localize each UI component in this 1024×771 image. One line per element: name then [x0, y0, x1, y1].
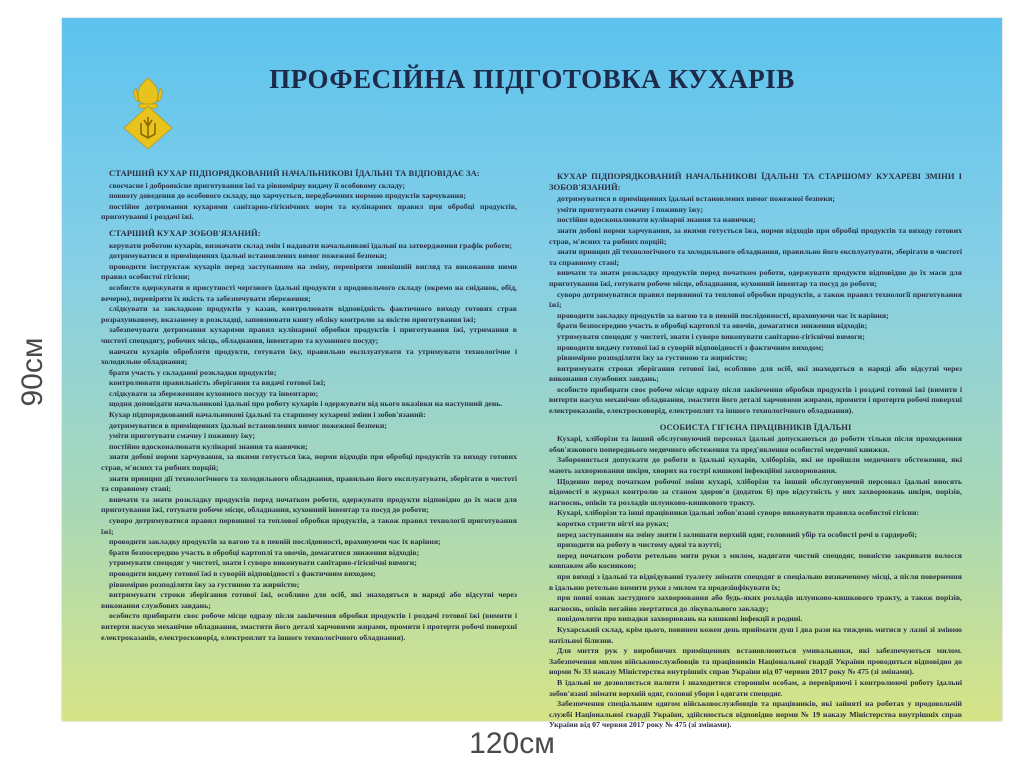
text-paragraph: знати добові норми харчування, за якими готується їжа, норми відходів при обробці продуктів та виходу готових страв, м'ясних та рибних порцій; — [549, 225, 962, 246]
text-paragraph: дотримуватися в приміщеннях їдальні встановлених вимог пожежної безпеки; — [109, 251, 387, 261]
text-paragraph: керувати роботою кухарів, визначати склад змін і надавати начальникові їдальні на затвердження графік роботи; — [109, 240, 512, 250]
left-column — [101, 168, 517, 643]
text-paragraph: уміти приготувати смачну і поживну їжу; — [557, 204, 704, 214]
text-paragraph: постійно вдосконалювати кулінарні знання та навички; — [557, 215, 756, 225]
text-paragraph: витримувати строки зберігання готової їжі, особливо для осіб, які знаходяться в наряді або відсутні через виконання службових завдань; — [101, 590, 517, 610]
text-paragraph: перед заступанням на зміну зняти і залишати верхній одяг, головний убір та особисті речі в гардеробі; — [557, 529, 917, 539]
text-paragraph: витримувати строки зберігання готової їжі, особливо для осіб, які знаходяться в наряді або відсутні через виконання службових завдань; — [549, 363, 962, 384]
section-heading: СТАРШИЙ КУХАР ЗОБОВ'ЯЗАНИЙ: — [109, 227, 261, 238]
text-paragraph: повноту доведення до особового складу, що харчується, передбачених нормою продуктів харчування; — [109, 191, 466, 201]
text-paragraph: дотримуватися в приміщеннях їдальні встановлених вимог пожежної безпеки; — [557, 194, 835, 204]
text-paragraph: вивчати та знати розкладку продуктів перед початком роботи, одержувати продукти відповідно до їх маси для приготування їжі, готувати робоче місце, обладнання, кухонний інвентар та посуд до роботи; — [101, 494, 517, 515]
text-paragraph: Для миття рук у виробничих приміщеннях встановлюються умивальники, які забезпечуються милом. Забезпечення милом військовослужбовців та працівників Національної гвардії України проводиться відповідно до норми № 33 наказу Міністерства внутрішніх справ України від 07 червня 2017 року № 475 (зі змінами). — [549, 646, 962, 677]
text-paragraph: Щоденно перед початком робочої зміни кухарі, хліборізи та інший обслуговуючий персонал їдальні вносять відомості в журнал контролю за станом здоров'я (додаток 6) про відсутність у них захворювань шкіри, порізів, нагноєнь, опіків та розладів шлунково-кишкового тракту. — [549, 476, 962, 507]
text-paragraph: проводити інструктаж кухарів перед заступанням на зміну, перевіряти зовнішній вигляд та виконання ними правил особистої гігієни; — [101, 261, 517, 282]
text-paragraph: Забезпечення спеціальним одягом військовослужбовців та працівників, які зайняті на роботах у продовольчій службі Національної гвардії України, здійснюється відповідно норми № 19 наказу Міністерства внутрішніх справ України від 07 червня 2017 року № 475 (зі змінами). — [549, 699, 962, 730]
text-paragraph: приходити на роботу в чистому одязі та взутті; — [557, 540, 722, 550]
text-paragraph: при виході з їдальні та відвідуванні туалету знімати спецодяг в спеціально визначеному місці, а після повернення в їдальню ретельно вимити руки з милом та продезінфікувати їх; — [549, 571, 962, 592]
text-paragraph: брати участь у складанні розкладки продуктів; — [109, 367, 277, 377]
text-paragraph: суворо дотримуватися правил первинної та теплової обробки продуктів, а також правил технології приготування їжі; — [101, 516, 517, 536]
section-heading: СТАРШИЙ КУХАР ПІДПОРЯДКОВАНИЙ НАЧАЛЬНИКОВІ ЇДАЛЬНІ ТА ВІДПОВІДАЄ ЗА: — [109, 168, 480, 178]
text-paragraph: знати принцип дії технологічного та холодильного обладнання, правильно його експлуатувати, зберігати в чистоті та справному стані; — [101, 473, 517, 494]
poster — [62, 18, 1002, 730]
text-paragraph: Кухарі, хліборізи та інші працівники їдальні зобов'язані суворо виконувати правила особистої гігієни: — [557, 508, 920, 518]
text-paragraph: знати добові норми харчування, за якими готується їжа, норми відходів при обробці продуктів та виходу готових страв, м'ясних та рибних порцій; — [101, 452, 517, 473]
text-paragraph: утримувати спецодяг у чистоті, знати і суворо виконувати санітарно-гігієнічні вимоги; — [557, 331, 865, 341]
text-paragraph: забезпечувати дотримання кухарями правил кулінарної обробки продуктів і приготування їжі, утримання в чистоті спецодягу, робочих місць, обладнання, інвентарю та кухонного посуду; — [101, 325, 517, 345]
text-paragraph: Забороняється допускати до роботи в їдальні кухарів, хліборізів, які не пройшли медичного обстеження, які мають захворювання шкіри, хворих на гострі кишкові інфекційні захворювання. — [549, 455, 962, 476]
text-paragraph: вивчати та знати розкладку продуктів перед початком роботи, одержувати продукти відповідно до їх маси для приготування їжі, готувати робоче місце, обладнання, кухонний інвентар та посуд до роботи; — [549, 268, 962, 288]
text-paragraph: постійно вдосконалювати кулінарні знання та навички; — [109, 441, 308, 451]
section-heading: ОСОБИСТА ГІГІЄНА ПРАЦІВНИКІВ ЇДАЛЬНІ — [659, 421, 852, 432]
text-paragraph: проводити видачу готової їжі в суворій відповідності з фактичним виходом; — [109, 568, 376, 578]
text-paragraph: В їдальні не дозволяється палити і знаходитися стороннім особам, а перевіряючі і контролюючі роботу їдальні зобов'язані знімати верхній одяг, головні убори і одягати спецодяг. — [549, 677, 962, 698]
text-paragraph: коротко стригти нігті на руках; — [557, 519, 669, 528]
text-paragraph: дотримуватися в приміщеннях їдальні встановлених вимог пожежної безпеки; — [109, 420, 387, 430]
text-paragraph: рівномірно розподіляти їжу за густиною та жирністю; — [557, 353, 748, 363]
text-paragraph: утримувати спецодяг у чистоті, знати і суворо виконувати санітарно-гігієнічні вимоги; — [109, 558, 417, 568]
right-column — [549, 171, 962, 731]
text-paragraph: особисто прибирати своє робоче місце одразу після закінчення обробки продуктів і роздачі готової їжі (вимити і витерти насухо механічне обладнання, змастити його деталі харчовими жирами, промити і протерти робочі поверхні електроказанів, електросковорід, електроплит та іншого технологічного обладнання). — [549, 384, 962, 416]
text-paragraph: слідкувати за закладкою продуктів у казан, контролювати відповідність фактичного виходу готових страв розрахунковому, вказаному в розкладці, заповнювати книгу обліку контролю за якістю приготування їжі; — [101, 304, 517, 324]
text-paragraph: перед початком роботи ретельно мити руки з милом, надягати чистий спецодяг, повністю закривати волосся ковпаком або косинкою; — [549, 550, 962, 571]
text-paragraph: постійне дотримання кухарями санітарно-гігієнічних норм та кулінарних правил при обробці продуктів, приготуванні і роздачі їжі. — [101, 201, 517, 222]
text-paragraph: щодня доповідати начальникові їдальні про роботу кухарів і одержувати від нього вказівки на наступний день. — [109, 399, 503, 409]
text-paragraph: Кухарський склад, крім цього, повинен кожен день приймати душ і два рази на тиждень митися у лазні зі зміною натільної білизни. — [549, 624, 962, 645]
text-paragraph: контролювати правильність зберігання та видачі готової їжі; — [109, 378, 326, 388]
text-paragraph: брати безпосередню участь в обробці картоплі та овочів, домагатися зниження відходів; — [557, 321, 868, 331]
text-paragraph: рівномірно розподіляти їжу за густиною та жирністю; — [109, 579, 300, 589]
text-paragraph: Кухар підпорядкований начальникові їдальні та старшому кухареві зміни і зобов'язаний: — [109, 410, 426, 420]
text-paragraph: знати принцип дії технологічного та холодильного обладнання, правильно його експлуатувати, зберігати в чистоті та справному стані; — [549, 247, 963, 267]
width-dimension-label: 120см — [469, 727, 555, 760]
text-paragraph: слідкувати за збереженням кухонного посуду та інвентарю; — [109, 388, 319, 398]
text-paragraph: Кухарі, хліборізи та інший обслуговуючий персонал їдальні допускаються до роботи тільки після проходження обов'язкового попереднього медичного обстеження та пред'явлення особистої медичної книжки. — [549, 434, 962, 454]
text-paragraph: особисто одержувати в присутності чергового їдальні продукти з продовольчого складу (окремо на сніданок, обід, вечерю), перевіряти їх якість та забезпечувати збереження; — [101, 282, 517, 303]
text-paragraph: проводити видачу готової їжі в суворій відповідності з фактичним виходом; — [557, 342, 824, 352]
text-paragraph: проводити закладку продуктів за вагою та в певній послідовності, враховуючи час їх варіння; — [109, 537, 441, 547]
text-paragraph: уміти приготувати смачну і поживну їжу; — [109, 431, 256, 441]
section-heading: КУХАР ПІДПОРЯДКОВАНИЙ НАЧАЛЬНИКОВІ ЇДАЛЬНІ ТА СТАРШОМУ КУХАРЕВІ ЗМІНИ І ЗОБОВ'ЯЗАНИЙ: — [549, 171, 962, 192]
text-paragraph: проводити закладку продуктів за вагою та в певній послідовності, враховуючи час їх варіння; — [557, 310, 889, 320]
text-paragraph: повідомляти про випадки захворювань на кишкові інфекції в родині. — [557, 614, 803, 624]
height-dimension-label: 90см — [16, 337, 49, 407]
page-title: ПРОФЕСІЙНА ПІДГОТОВКА КУХАРІВ — [269, 64, 795, 94]
text-paragraph: суворо дотримуватися правил первинної та теплової обробки продуктів, а також правил технології приготування їжі; — [549, 289, 962, 310]
text-paragraph: своєчасне і доброякісне приготування їжі та рівномірну видачу її особовому складу; — [109, 180, 406, 190]
text-paragraph: при появі ознак застудного захворювання або будь-яких розладів шлунково-кишкового тракту, а також порізів, нагноєнь, опіків негайно звертатися до лікувального закладу; — [549, 593, 962, 613]
text-paragraph: особисто прибирати своє робоче місце одразу після закінчення обробки продуктів і роздачі готової їжі (вимити і витерти насухо механічне обладнання, змастити його деталі харчовими жирами, промити і протерти робочі поверхні електроказанів, електросковорід, електроплит та іншого технологічного обладнання). — [101, 611, 517, 642]
text-paragraph: брати безпосередню участь в обробці картоплі та овочів, домагатися зниження відходів; — [109, 547, 420, 557]
text-paragraph: навчати кухарів обробляти продукти, готувати їжу, правильно експлуатувати та утримувати технологічне і холодильне обладнання; — [101, 346, 517, 367]
